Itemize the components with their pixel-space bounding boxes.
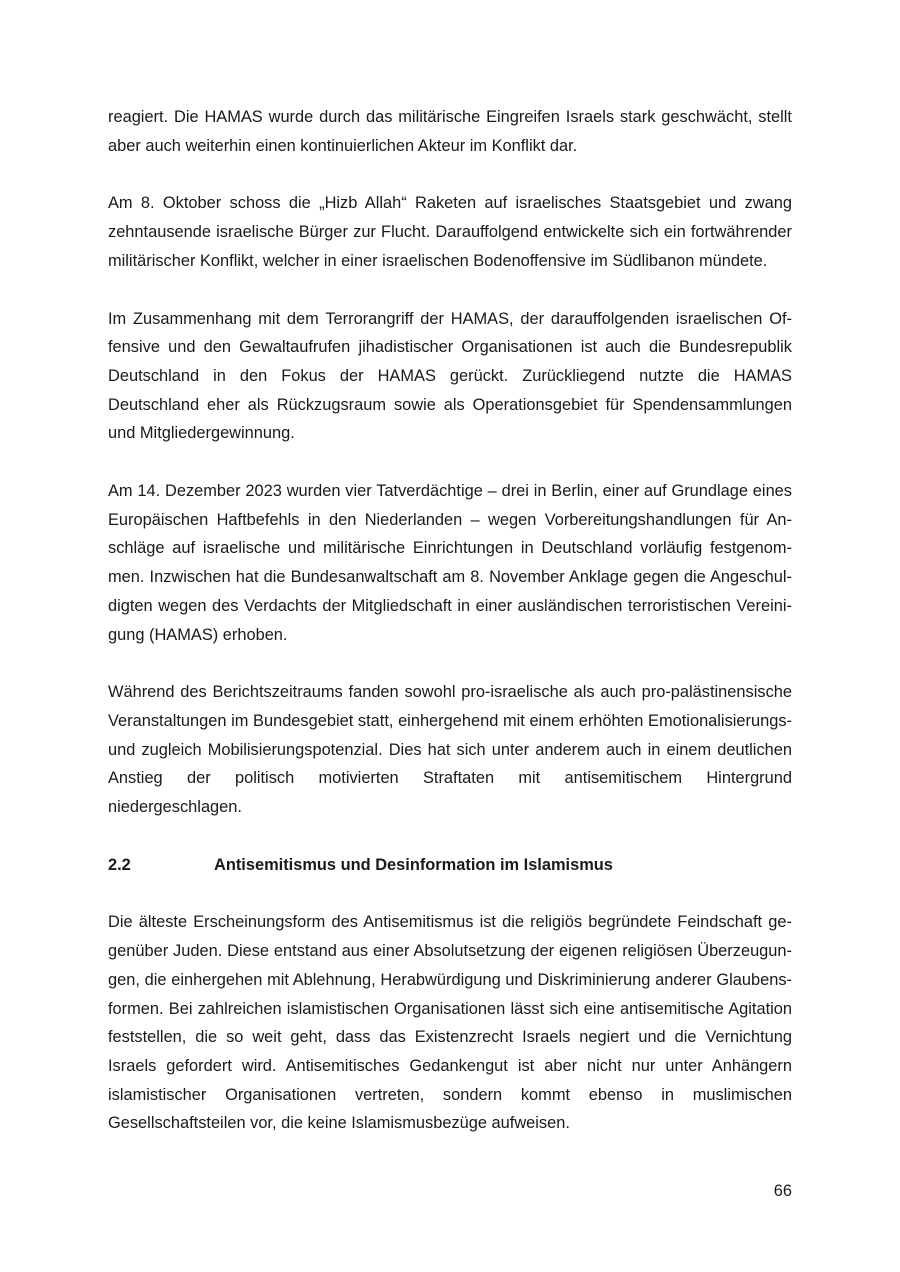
section-number: 2.2 — [108, 855, 131, 874]
document-page — [108, 103, 792, 1167]
section-heading — [108, 851, 792, 880]
paragraph-antisemitism: Die älteste Erscheinungsform des Antisemitismus ist die religiös begründete Feindschaft gegenüber Juden. Diese entstand aus einer Absolutsetzung der eigenen religiösen Überzeugungen, die einhergehen mit Ablehnung, Herabwürdigung und Diskriminierung anderer Glaubensformen. Bei zahlreichen islamistischen Organisationen lässt sich eine antisemitische Agitation feststellen, die so weit geht, dass das Existenzrecht Israels negiert und die Vernichtung Israels gefordert wird. Antisemitisches Gedankengut ist aber nicht nur unter Anhängern islamistischer Organisationen vertreten, sondern kommt ebenso in muslimischen Gesellschaftsteilen vor, die keine Islamismusbezüge aufweisen. — [108, 913, 792, 1133]
paragraph-hizb-allah: Am 8. Oktober schoss die „Hizb Allah“ Raketen auf israelisches Staatsgebiet und zwang zehntausende israelische Bürger zur Flucht. Darauffolgend entwickelte sich ein fortwährender militärischer Konflikt, welcher in einer israelischen Bodenoffensive im Südlibanon mündete. — [108, 194, 792, 270]
paragraph-arrests: Am 14. Dezember 2023 wurden vier Tatverdächtige – drei in Berlin, einer auf Grundlage eines Europäischen Haftbefehls in den Niederlanden – wegen Vorbereitungshandlungen für Anschläge auf israelische und militärische Einrichtungen in Deutschland vorläufig festgenommen. Inzwischen hat die Bundesanwaltschaft am 8. November Anklage gegen die Angeschuldigten wegen des Verdachts der Mitgliedschaft in einer ausländischen terroristischen Vereinigung (HAMAS) erhoben. — [108, 482, 792, 644]
page-number: 66 — [773, 1182, 792, 1200]
paragraph-germany-focus: Im Zusammenhang mit dem Terrorangriff der HAMAS, der darauffolgenden israelischen Offensive und den Gewaltaufrufen jihadistischer Organisationen ist auch die Bundesrepublik Deutschland in den Fokus der HAMAS gerückt. Zurückliegend nutzte die HAMAS Deutschland eher als Rückzugsraum sowie als Operationsgebiet für Spendensammlungen und Mitgliedergewinnung. — [108, 309, 792, 443]
paragraph-events: Während des Berichtszeitraums fanden sowohl pro-israelische als auch pro-palästinensische Veranstaltungen im Bundesgebiet statt, einhergehend mit einem erhöhten Emotionalisierungs- und zugleich Mobilisierungspotenzial. Dies hat sich unter anderem auch in einem deutlichen Anstieg der politisch motivierten Straftaten mit antisemitischem Hintergrund niedergeschlagen. — [108, 683, 792, 817]
section-title: Antisemitismus und Desinformation im Islamismus — [214, 855, 613, 874]
paragraph-hamas-weakened: reagiert. Die HAMAS wurde durch das militärische Eingreifen Israels stark geschwächt, stellt aber auch weiterhin einen kontinuierlichen Akteur im Konflikt dar. — [108, 108, 792, 155]
